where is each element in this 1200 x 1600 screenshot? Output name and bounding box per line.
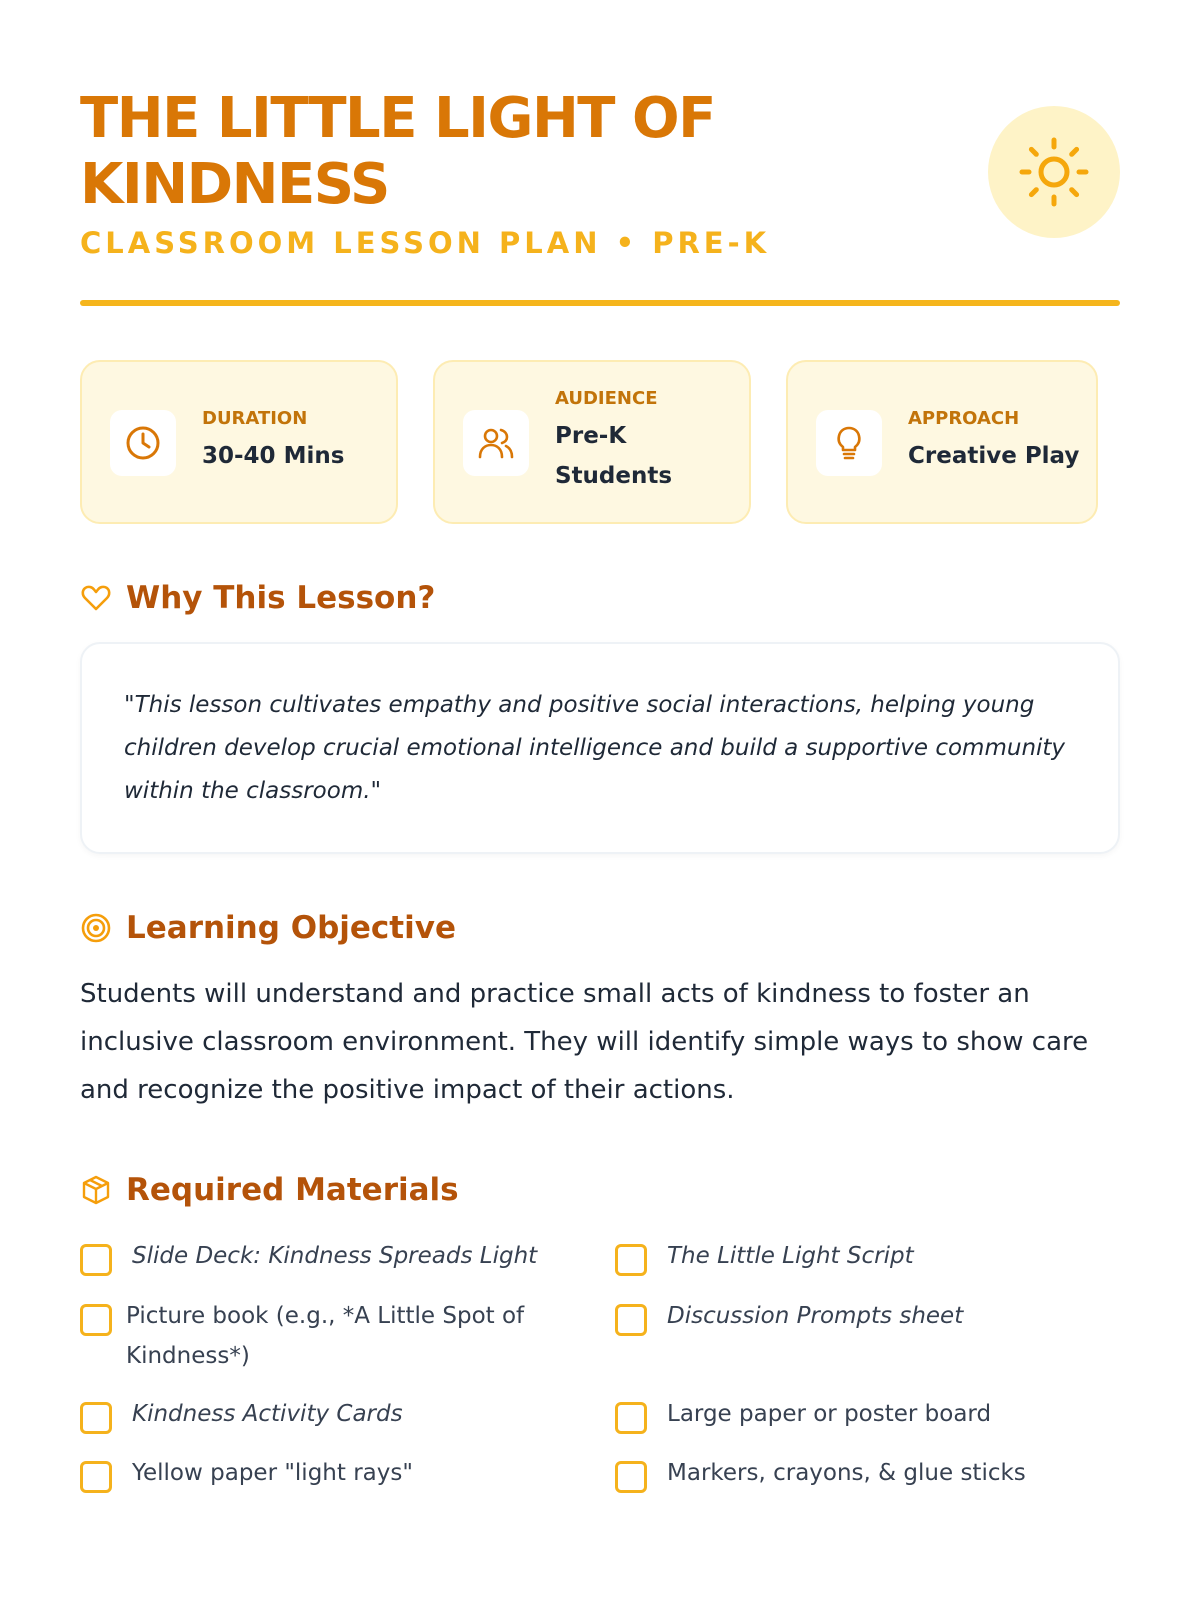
material-checkbox[interactable]	[80, 1244, 112, 1276]
clock-icon	[123, 423, 163, 463]
header	[80, 86, 1120, 316]
duration-label: DURATION	[202, 408, 308, 429]
package-icon	[80, 1174, 112, 1206]
material-label: Markers, crayons, & glue sticks	[667, 1460, 1026, 1486]
header-divider	[80, 300, 1120, 306]
info-cards	[80, 360, 1120, 524]
material-item[interactable]	[80, 1453, 570, 1493]
material-label: Large paper or poster board	[667, 1401, 992, 1427]
heart-icon	[80, 582, 112, 614]
material-checkbox[interactable]	[80, 1461, 112, 1493]
objective-heading	[80, 906, 456, 950]
material-item[interactable]	[615, 1296, 1120, 1336]
material-checkbox[interactable]	[80, 1304, 112, 1336]
material-item[interactable]	[615, 1236, 1120, 1276]
sun-icon	[1014, 132, 1094, 212]
lightbulb-icon	[829, 423, 869, 463]
why-heading-text: Why This Lesson?	[126, 580, 436, 616]
material-label: Yellow paper "light rays"	[132, 1460, 413, 1486]
material-checkbox[interactable]	[80, 1402, 112, 1434]
materials-list	[80, 1236, 1120, 1516]
material-checkbox[interactable]	[615, 1244, 647, 1276]
audience-card	[433, 360, 751, 524]
why-heading	[80, 576, 435, 620]
page-subtitle: CLASSROOM LESSON PLAN • PRE-K	[80, 226, 771, 260]
audience-value: Pre-K Students	[555, 423, 673, 489]
material-checkbox[interactable]	[615, 1402, 647, 1434]
duration-icon-box	[110, 410, 176, 476]
material-label: Kindness Activity Cards	[132, 1401, 403, 1427]
material-label: Discussion Prompts sheet	[667, 1303, 964, 1329]
lesson-plan-page	[80, 0, 1120, 1600]
users-icon	[476, 423, 516, 463]
material-item[interactable]	[615, 1394, 1120, 1434]
objective-heading-text: Learning Objective	[126, 910, 456, 946]
material-checkbox[interactable]	[615, 1461, 647, 1493]
duration-value: 30-40 Mins	[202, 443, 345, 469]
material-item[interactable]	[615, 1453, 1120, 1493]
duration-card	[80, 360, 398, 524]
materials-heading-text: Required Materials	[126, 1172, 459, 1208]
material-checkbox[interactable]	[615, 1304, 647, 1336]
sun-badge	[988, 106, 1120, 238]
why-quote-box	[80, 642, 1120, 854]
page-title: THE LITTLE LIGHT OF KINDNESS	[80, 86, 715, 217]
why-quote: "This lesson cultivates empathy and positive social interactions, helping young children develop crucial emotional intelligence and build a supportive community within the classroom."	[124, 692, 1066, 804]
materials-heading	[80, 1168, 459, 1212]
approach-icon-box	[816, 410, 882, 476]
approach-card	[786, 360, 1098, 524]
material-label: The Little Light Script	[667, 1243, 914, 1269]
objective-text: Students will understand and practice small acts of kindness to foster an inclusive classroom environment. They will identify simple ways to show care and recognize the positive impact of their actions.	[80, 979, 1089, 1105]
approach-value: Creative Play	[908, 443, 1080, 469]
material-item[interactable]	[80, 1296, 570, 1376]
material-label: Slide Deck: Kindness Spreads Light	[132, 1243, 538, 1269]
material-item[interactable]	[80, 1394, 570, 1434]
material-label: Picture book (e.g., *A Little Spot of Kindness*)	[126, 1303, 525, 1369]
audience-icon-box	[463, 410, 529, 476]
approach-label: APPROACH	[908, 408, 1020, 429]
audience-label: AUDIENCE	[555, 388, 658, 409]
target-icon	[80, 912, 112, 944]
material-item[interactable]	[80, 1236, 570, 1276]
